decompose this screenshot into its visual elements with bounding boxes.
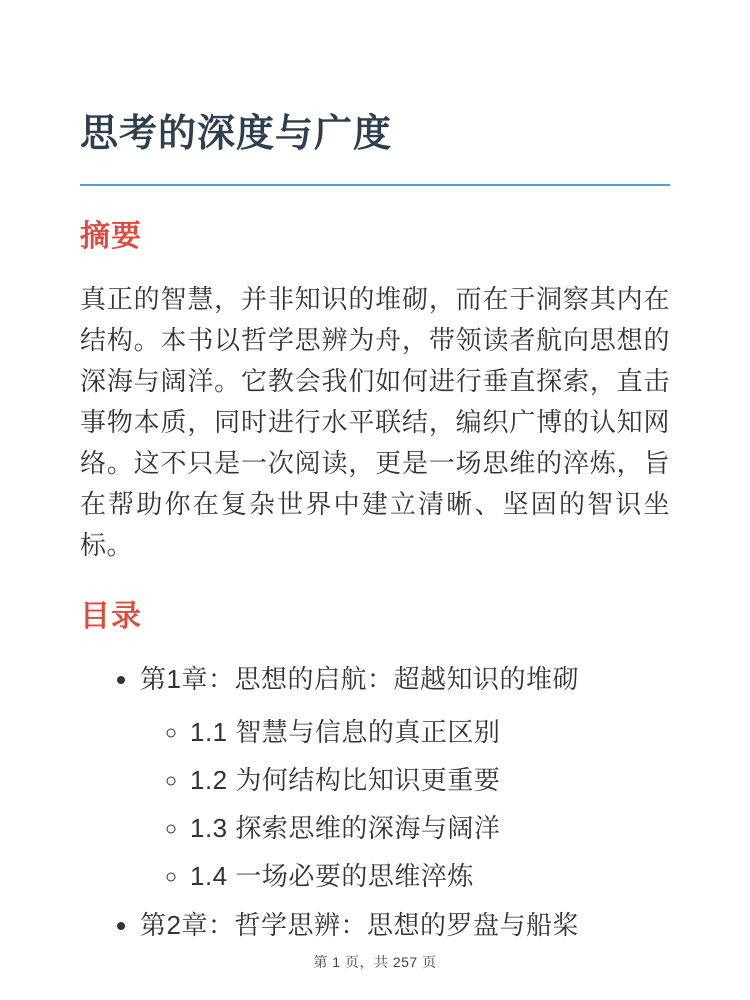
toc-subitem: ◦ 1.2 为何结构比知识更重要 bbox=[190, 760, 670, 801]
toc-heading: 目录 bbox=[80, 599, 142, 633]
toc-list bbox=[80, 659, 670, 946]
toc-subitem: ◦ 1.4 一场必要的思维淬炼 bbox=[190, 856, 670, 897]
toc-item-chapter-2 bbox=[140, 905, 670, 946]
toc-item-chapter-1 bbox=[140, 659, 670, 897]
abstract-heading: 摘要 bbox=[80, 219, 142, 253]
abstract-paragraph: 真正的智慧，并非知识的堆砌，而在于洞察其内在结构。本书以哲学思辨为舟，带领读者航向思想的深海与阔洋。它教会我们如何进行垂直探索，直击事物本质，同时进行水平联结，编织广博的认知网络。这不只是一次阅读，更是一场思维的淬炼，旨在帮助你在复杂世界中建立清晰、坚固的智识坐标。 bbox=[80, 283, 670, 560]
toc-subitem: ◦ 1.1 智慧与信息的真正区别 bbox=[190, 712, 670, 753]
page-title: 思考的深度与广度 bbox=[80, 113, 393, 155]
title-divider bbox=[80, 184, 670, 186]
toc-sublist-chapter-1 bbox=[140, 712, 670, 897]
toc-chapter-label: 第1章：思想的启航：超越知识的堆砌 bbox=[140, 663, 579, 694]
toc-subitem: ◦ 1.3 探索思维的深海与阔洋 bbox=[190, 808, 670, 849]
toc-chapter-label: 第2章：哲学思辨：思想的罗盘与船桨 bbox=[140, 909, 579, 940]
page-number-footer: 第 1 页，共 257 页 bbox=[313, 954, 437, 970]
